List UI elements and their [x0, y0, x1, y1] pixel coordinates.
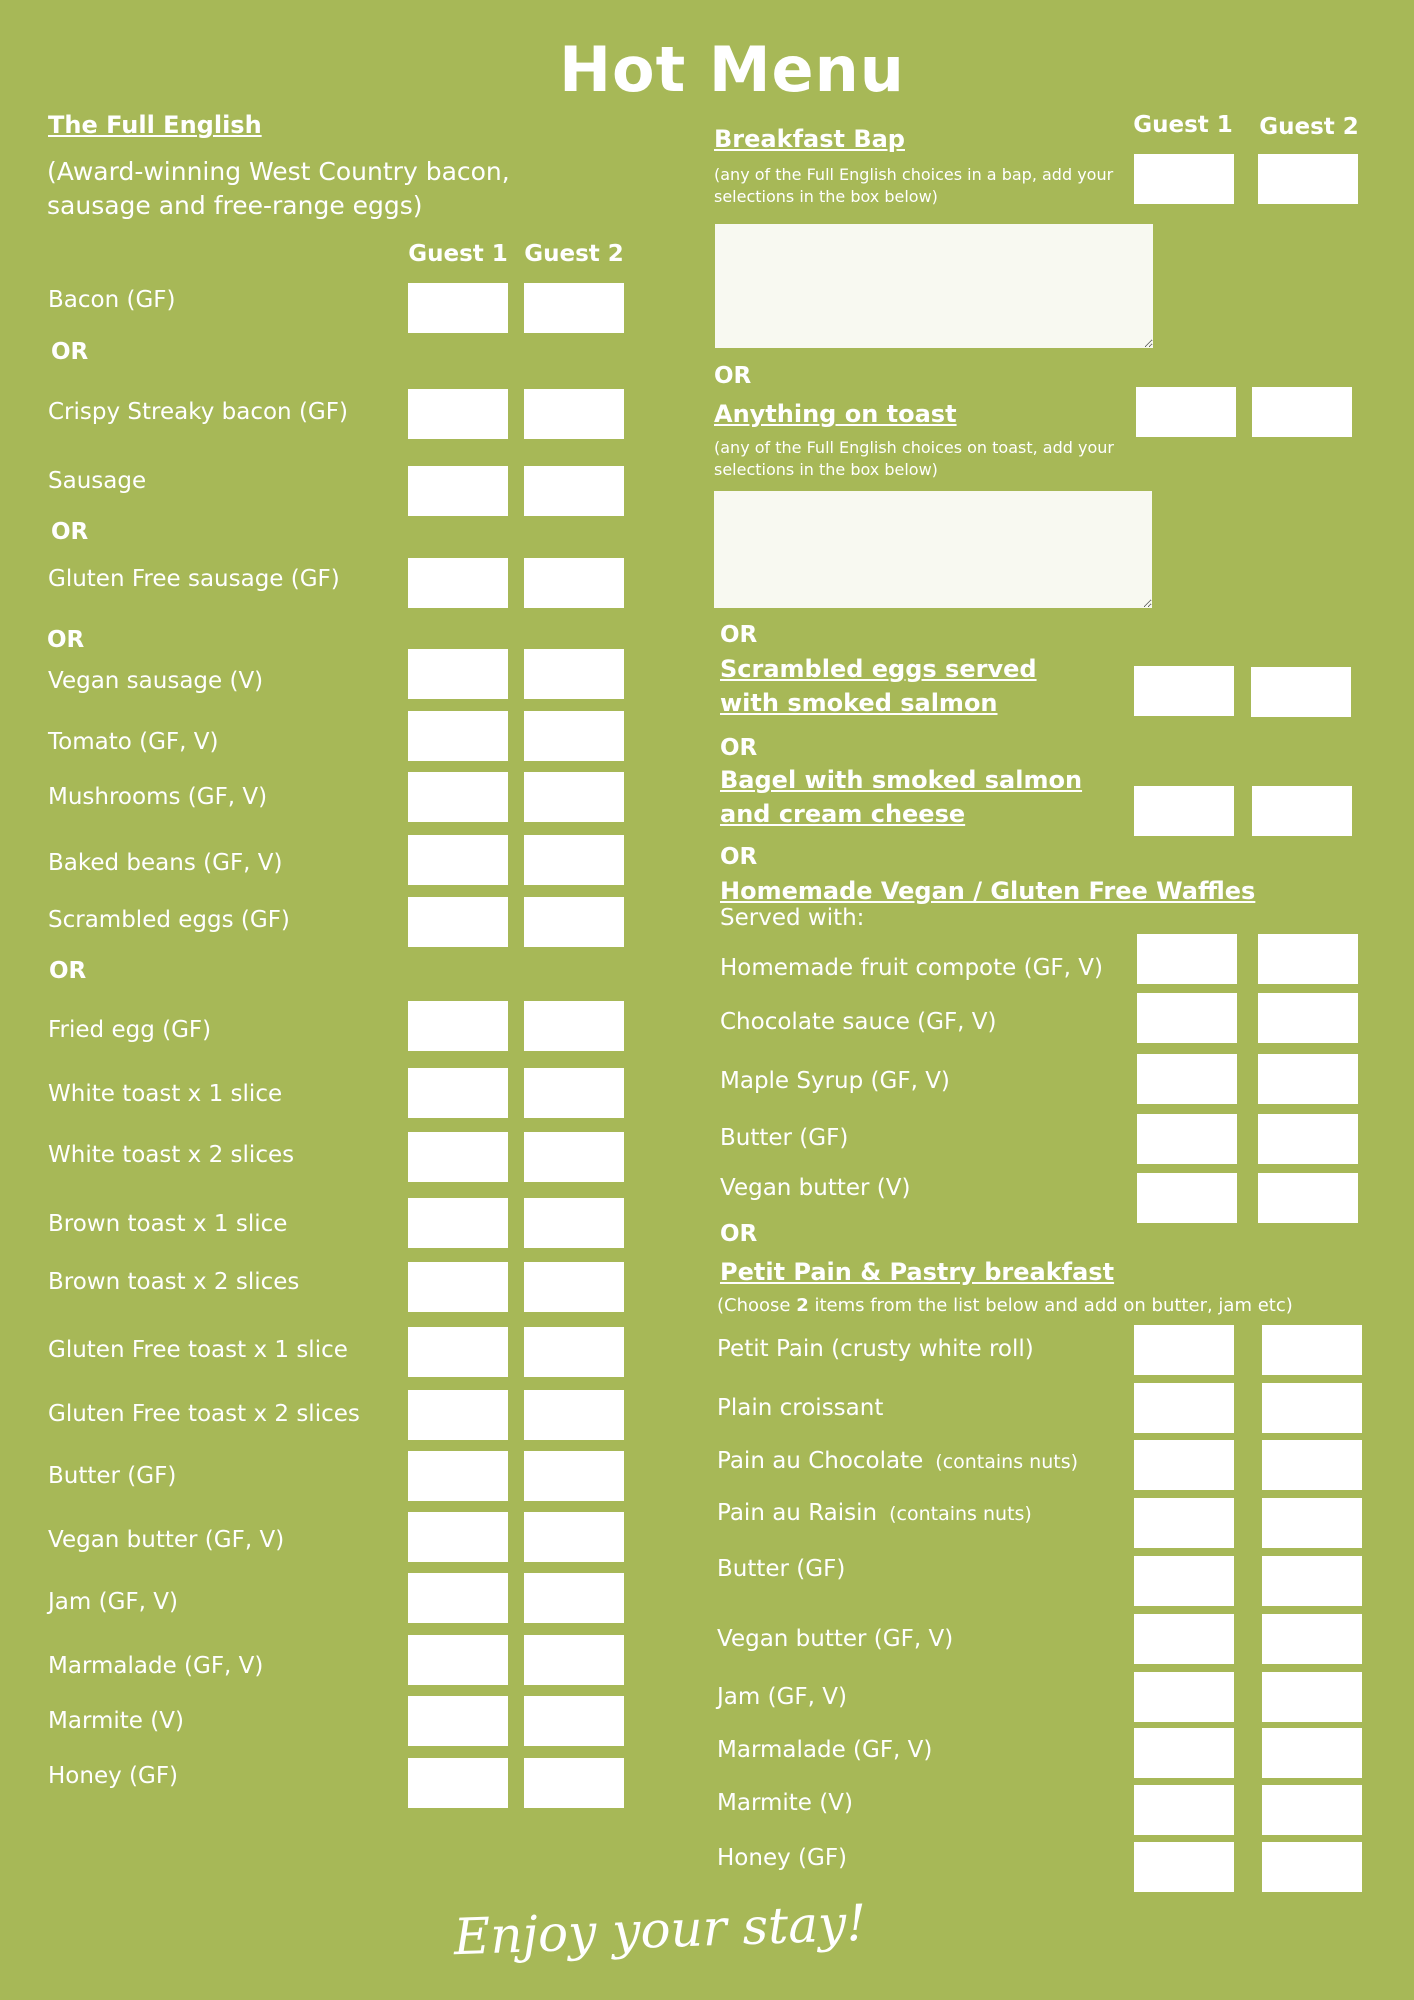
or-divider: OR [720, 844, 758, 870]
full_english-item-label: Gluten Free toast x 1 slice [48, 1337, 348, 1363]
full_english-item-label: Gluten Free toast x 2 slices [48, 1401, 360, 1427]
petit-pain-guest1-box[interactable] [1134, 1498, 1234, 1548]
scrambled-salmon-heading: Scrambled eggs served with smoked salmon [720, 655, 1037, 717]
waffles-guest2-box[interactable] [1258, 934, 1358, 984]
waffles-guest1-box[interactable] [1137, 1173, 1237, 1223]
or-divider: OR [720, 735, 758, 761]
full-english-guest1-box[interactable] [408, 1696, 508, 1746]
full_english-item-label: Bacon (GF) [48, 287, 176, 313]
full_english-item-label: Honey (GF) [48, 1763, 179, 1789]
petit-pain-guest1-box[interactable] [1134, 1440, 1234, 1490]
left-guest1-header: Guest 1 [408, 241, 508, 267]
full_english-item-label: Crispy Streaky bacon (GF) [48, 399, 348, 425]
full-english-guest2-box[interactable] [524, 1696, 624, 1746]
petit-pain-guest2-box[interactable] [1262, 1556, 1362, 1606]
full-english-guest1-box[interactable] [408, 711, 508, 761]
full-english-guest2-box[interactable] [524, 649, 624, 699]
full-english-guest2-box[interactable] [524, 897, 624, 947]
scrambled-salmon-guest2-box[interactable] [1251, 667, 1351, 717]
petit-pain-guest2-box[interactable] [1262, 1383, 1362, 1433]
full-english-guest1-box[interactable] [408, 772, 508, 822]
full-english-guest1-box[interactable] [408, 283, 508, 333]
petit_pain-item-label [717, 1553, 845, 1585]
item-name: Marmite (V) [717, 1790, 853, 1816]
waffles-guest2-box[interactable] [1258, 1054, 1358, 1104]
or-divider: OR [51, 519, 89, 545]
full_english-item-label: Gluten Free sausage (GF) [48, 566, 340, 592]
full-english-guest1-box[interactable] [408, 1390, 508, 1440]
full-english-guest1-box[interactable] [408, 558, 508, 608]
right-guest1-header: Guest 1 [1133, 112, 1233, 138]
full-english-guest1-box[interactable] [408, 1001, 508, 1051]
item-name: Plain croissant [717, 1395, 884, 1421]
full-english-guest2-box[interactable] [524, 1512, 624, 1562]
page-title: Hot Menu [559, 33, 905, 106]
or-divider: OR [49, 958, 87, 984]
full-english-guest2-box[interactable] [524, 558, 624, 608]
petit_pain-item-label [717, 1787, 853, 1819]
petit_pain-item-label [717, 1392, 883, 1424]
anything-on-toast-guest1-box[interactable] [1136, 387, 1236, 437]
or-divider: OR [720, 1221, 758, 1247]
full_english-item-label: White toast x 1 slice [48, 1081, 283, 1107]
anything-on-toast-guest2-box[interactable] [1252, 387, 1352, 437]
full-english-guest2-box[interactable] [524, 1573, 624, 1623]
full-english-guest2-box[interactable] [524, 1001, 624, 1051]
full-english-guest2-box[interactable] [524, 283, 624, 333]
item-name: Jam (GF, V) [717, 1684, 847, 1710]
waffles-heading: Homemade Vegan / Gluten Free Waffles [720, 877, 1256, 905]
petit_pain-item-label [717, 1333, 1034, 1365]
full_english-item-label: Baked beans (GF, V) [48, 850, 283, 876]
full_english-item-label: Brown toast x 1 slice [48, 1211, 288, 1237]
item-name: Pain au Chocolate [717, 1448, 924, 1474]
footer-message: Enjoy your stay! [452, 1893, 868, 1967]
instructions-prefix: (Choose [717, 1295, 797, 1316]
full_english-item-label: Fried egg (GF) [48, 1017, 212, 1043]
petit-pain-guest1-box[interactable] [1134, 1556, 1234, 1606]
full-english-guest1-box[interactable] [408, 466, 508, 516]
waffles-guest2-box[interactable] [1258, 993, 1358, 1043]
petit_pain-item-label [717, 1445, 1078, 1478]
item-name: Honey (GF) [717, 1845, 848, 1871]
full-english-guest2-box[interactable] [524, 772, 624, 822]
scrambled-salmon-guest1-box[interactable] [1134, 666, 1234, 716]
full-english-guest2-box[interactable] [524, 1262, 624, 1312]
full_english-item-label: Tomato (GF, V) [48, 729, 219, 755]
full-english-guest1-box[interactable] [408, 1573, 508, 1623]
petit-pain-guest1-box[interactable] [1134, 1325, 1234, 1375]
full-english-intro: (Award-winning West Country bacon, sausage and free-range eggs) [47, 157, 510, 220]
waffles-guest1-box[interactable] [1137, 934, 1237, 984]
waffles-item-label: Homemade fruit compote (GF, V) [720, 955, 1103, 981]
petit-pain-guest2-box[interactable] [1262, 1498, 1362, 1548]
breakfast-bap-guest2-box[interactable] [1258, 154, 1358, 204]
full-english-guest2-box[interactable] [524, 1758, 624, 1808]
full-english-guest2-box[interactable] [524, 389, 624, 439]
full_english-item-label: Mushrooms (GF, V) [48, 784, 268, 810]
bagel-guest1-box[interactable] [1134, 786, 1234, 836]
petit-pain-guest2-box[interactable] [1262, 1325, 1362, 1375]
petit-pain-guest2-box[interactable] [1262, 1785, 1362, 1835]
breakfast-bap-note: (any of the Full English choices in a bap, add your selections in the box below) [714, 165, 1114, 206]
waffles-item-label: Maple Syrup (GF, V) [720, 1068, 950, 1094]
full-english-guest1-box[interactable] [408, 1262, 508, 1312]
right-guest2-header: Guest 2 [1259, 114, 1359, 140]
full-english-guest1-box[interactable] [408, 1451, 508, 1501]
waffles-guest1-box[interactable] [1137, 1054, 1237, 1104]
or-divider: OR [720, 622, 758, 648]
waffles-guest2-box[interactable] [1258, 1173, 1358, 1223]
waffles-item-label: Vegan butter (V) [720, 1175, 911, 1201]
petit-pain-guest2-box[interactable] [1262, 1440, 1362, 1490]
full-english-guest1-box[interactable] [408, 1132, 508, 1182]
full-english-heading: The Full English [48, 111, 262, 139]
left-guest2-header: Guest 2 [524, 241, 624, 267]
or-divider: OR [51, 339, 89, 365]
anything-on-toast-note: (any of the Full English choices on toast, add your selections in the box below) [714, 438, 1114, 479]
petit_pain-item-label [717, 1681, 847, 1713]
full_english-item-label: Vegan sausage (V) [48, 668, 264, 694]
waffles-guest2-box[interactable] [1258, 1114, 1358, 1164]
petit_pain-item-label [717, 1623, 953, 1655]
full-english-guest1-box[interactable] [408, 1327, 508, 1377]
petit-pain-guest2-box[interactable] [1262, 1728, 1362, 1778]
item-name: Vegan butter (GF, V) [717, 1626, 954, 1652]
full-english-guest2-box[interactable] [524, 711, 624, 761]
or-divider: OR [714, 363, 752, 389]
full-english-guest1-box[interactable] [408, 1635, 508, 1685]
breakfast-bap-guest1-box[interactable] [1134, 154, 1234, 204]
waffles-served-with: Served with: [720, 905, 865, 931]
instructions-suffix: items from the list below and add on butter, jam etc) [808, 1295, 1293, 1316]
or-divider: OR [47, 627, 85, 653]
petit-pain-guest1-box[interactable] [1134, 1785, 1234, 1835]
full-english-guest2-box[interactable] [524, 1198, 624, 1248]
bagel-guest2-box[interactable] [1252, 786, 1352, 836]
full-english-guest2-box[interactable] [524, 1327, 624, 1377]
instructions-count: 2 [796, 1295, 809, 1316]
full_english-item-label: Marmalade (GF, V) [48, 1653, 264, 1679]
petit_pain-item-label [717, 1497, 1032, 1530]
anything-on-toast-selections-box[interactable] [714, 491, 1152, 608]
waffles-item-label: Butter (GF) [720, 1125, 849, 1151]
full_english-item-label: Marmite (V) [48, 1708, 184, 1734]
full-english-guest2-box[interactable] [524, 835, 624, 885]
petit-pain-guest1-box[interactable] [1134, 1672, 1234, 1722]
full-english-guest1-box[interactable] [408, 1068, 508, 1118]
item-name: Butter (GF) [717, 1556, 846, 1582]
breakfast-bap-heading: Breakfast Bap [714, 125, 905, 153]
full_english-item-label: Scrambled eggs (GF) [48, 907, 290, 933]
full-english-guest1-box[interactable] [408, 1758, 508, 1808]
waffles-item-label: Chocolate sauce (GF, V) [720, 1009, 997, 1035]
full-english-guest2-box[interactable] [524, 1132, 624, 1182]
full-english-guest2-box[interactable] [524, 466, 624, 516]
petit-pain-instructions [717, 1294, 1293, 1318]
waffles-guest1-box[interactable] [1137, 1114, 1237, 1164]
petit-pain-guest1-box[interactable] [1134, 1614, 1234, 1664]
full_english-item-label: Brown toast x 2 slices [48, 1269, 300, 1295]
full_english-item-label: Sausage [48, 468, 147, 494]
full-english-guest1-box[interactable] [408, 835, 508, 885]
full-english-guest2-box[interactable] [524, 1390, 624, 1440]
full-english-guest1-box[interactable] [408, 897, 508, 947]
petit_pain-item-label [717, 1734, 932, 1766]
full-english-guest1-box[interactable] [408, 649, 508, 699]
full-english-guest1-box[interactable] [408, 1198, 508, 1248]
petit_pain-item-label [717, 1842, 847, 1874]
item-name: Marmalade (GF, V) [717, 1737, 933, 1763]
petit-pain-heading: Petit Pain & Pastry breakfast [720, 1258, 1115, 1286]
full_english-item-label: Butter (GF) [48, 1463, 177, 1489]
bagel-heading: Bagel with smoked salmon and cream cheese [720, 766, 1083, 828]
full-english-guest2-box[interactable] [524, 1068, 624, 1118]
item-name: Pain au Raisin [717, 1500, 878, 1526]
full-english-guest2-box[interactable] [524, 1635, 624, 1685]
petit-pain-guest2-box[interactable] [1262, 1614, 1362, 1664]
breakfast-bap-selections-box[interactable] [715, 224, 1153, 348]
full_english-item-label: White toast x 2 slices [48, 1142, 295, 1168]
full-english-guest2-box[interactable] [524, 1451, 624, 1501]
anything-on-toast-heading: Anything on toast [714, 400, 957, 428]
petit-pain-guest2-box[interactable] [1262, 1672, 1362, 1722]
full_english-item-label: Jam (GF, V) [48, 1589, 178, 1615]
item-name: Petit Pain (crusty white roll) [717, 1336, 1034, 1362]
petit-pain-guest1-box[interactable] [1134, 1383, 1234, 1433]
full-english-guest1-box[interactable] [408, 389, 508, 439]
waffles-guest1-box[interactable] [1137, 993, 1237, 1043]
full_english-item-label: Vegan butter (GF, V) [48, 1527, 285, 1553]
full-english-guest1-box[interactable] [408, 1512, 508, 1562]
allergy-note: (contains nuts) [889, 1503, 1032, 1525]
petit-pain-guest1-box[interactable] [1134, 1728, 1234, 1778]
allergy-note: (contains nuts) [935, 1451, 1079, 1473]
